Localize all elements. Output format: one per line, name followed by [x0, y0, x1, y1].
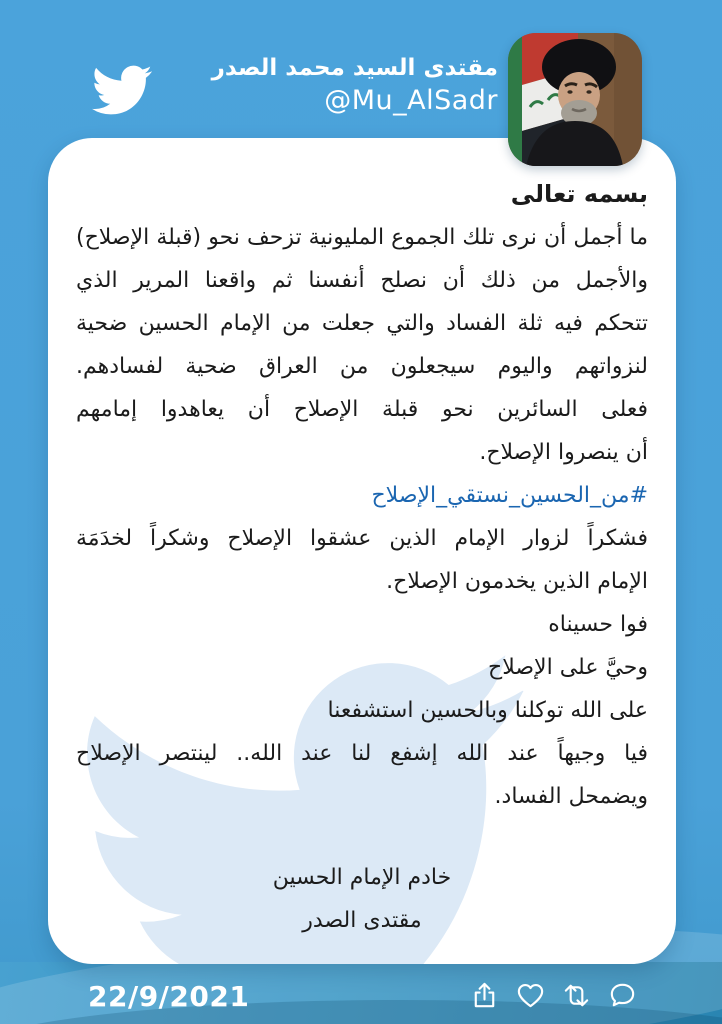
tweet-line: فعلى السائرين نحو قبلة الإصلاح أن يعاهدوا إمامهم — [76, 397, 648, 422]
tweet-line: وحيَّ على الإصلاح — [488, 655, 648, 680]
retweet-icon — [561, 980, 592, 1011]
tweet-date: 22/9/2021 — [88, 980, 250, 1013]
account-identity — [212, 52, 498, 117]
tweet-line: والأجمل من ذلك أن نصلح أنفسنا ثم واقعنا المرير الذي — [76, 268, 648, 293]
reply-button[interactable] — [607, 980, 638, 1011]
signature-line: خادم الإمام الحسين — [272, 865, 452, 890]
twitter-logo-icon — [85, 60, 159, 120]
tweet-line: على الله توكلنا وبالحسين استشفعنا — [327, 698, 648, 723]
tweet-body — [76, 172, 648, 942]
tweet-line: لنزواتهم واليوم سيجعلون من العراق ضحية لفسادهم. — [76, 354, 648, 379]
tweet-heading: بسمه تعالى — [510, 180, 648, 208]
tweet-line: تتحكم فيه ثلة الفساد والتي جعلت من الإمام الحسين ضحية — [76, 311, 648, 336]
tweet-line: ما أجمل أن نرى تلك الجموع المليونية تزحف نحو (قبلة الإصلاح) — [76, 225, 648, 250]
reply-bubble-icon — [607, 980, 638, 1011]
signature-block — [76, 856, 648, 942]
tweet-card — [48, 138, 676, 964]
tweet-line: فيا وجيهاً عند الله إشفع لنا عند الله.. لينتصر الإصلاح — [76, 741, 648, 766]
tweet-line: أن ينصروا الإصلاح. — [479, 440, 648, 465]
like-button[interactable] — [515, 980, 546, 1011]
tweet-line: فوا حسيناه — [548, 612, 648, 637]
avatar-portrait-illustration — [508, 33, 642, 166]
signature-line: مقتدى الصدر — [302, 908, 422, 933]
hashtag-link[interactable]: #من_الحسين_نستقي_الإصلاح — [371, 483, 648, 508]
retweet-button[interactable] — [561, 980, 592, 1011]
share-button[interactable] — [469, 980, 500, 1011]
display-name: مقتدى السيد محمد الصدر — [211, 55, 498, 81]
tweet-line: ويضمحل الفساد. — [494, 784, 648, 809]
account-handle: @Mu_AlSadr — [324, 85, 498, 116]
tweet-line: فشكراً لزوار الإمام الذين عشقوا الإصلاح وشكراً لخدَمَة — [76, 526, 648, 551]
avatar — [508, 33, 642, 166]
tweet-line: الإمام الذين يخدمون الإصلاح. — [386, 569, 648, 594]
tweet-actions — [469, 980, 638, 1011]
heart-icon — [515, 980, 546, 1011]
share-icon — [469, 980, 500, 1011]
